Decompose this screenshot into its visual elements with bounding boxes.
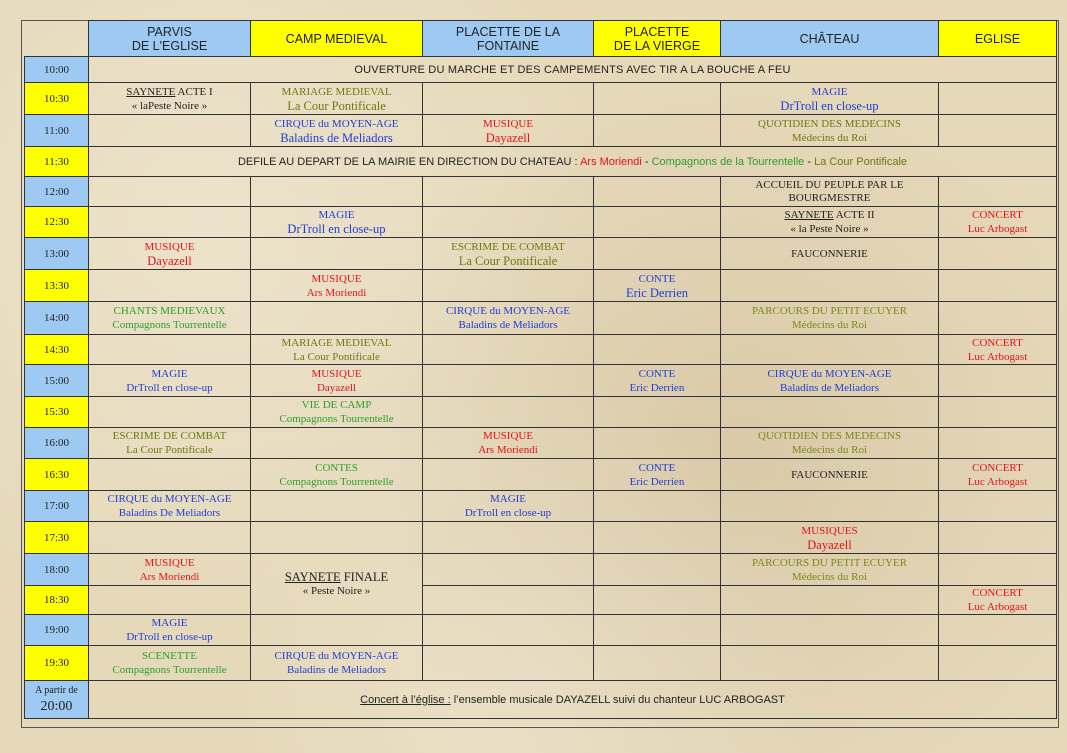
event-cell: MUSIQUE Dayazell bbox=[89, 238, 251, 270]
empty-cell bbox=[721, 397, 939, 428]
event-cell: MAGIE DrTroll en close-up bbox=[423, 491, 594, 522]
event-cell: CONCERT Luc Arbogast bbox=[939, 586, 1057, 615]
row-1400 bbox=[25, 302, 1057, 335]
empty-cell bbox=[594, 646, 721, 681]
empty-cell bbox=[423, 207, 594, 238]
empty-cell bbox=[939, 522, 1057, 554]
empty-cell bbox=[89, 270, 251, 302]
time-cell: 14:00 bbox=[25, 302, 89, 335]
empty-cell bbox=[939, 554, 1057, 586]
time-cell: 19:30 bbox=[25, 646, 89, 681]
empty-cell bbox=[423, 586, 594, 615]
event-cell: MARIAGE MEDIEVAL La Cour Pontificale bbox=[251, 83, 423, 115]
event-cell: CIRQUE du MOYEN-AGE Baladins De Meliadors bbox=[89, 491, 251, 522]
row-1030 bbox=[25, 83, 1057, 115]
row-1200 bbox=[25, 177, 1057, 207]
row-1100 bbox=[25, 115, 1057, 147]
empty-cell bbox=[594, 238, 721, 270]
empty-cell bbox=[939, 397, 1057, 428]
event-cell: MUSIQUE Ars Moriendi bbox=[89, 554, 251, 586]
event-cell: CIRQUE du MOYEN-AGE Baladins de Meliadors bbox=[721, 365, 939, 397]
empty-cell bbox=[939, 646, 1057, 681]
time-cell: 17:30 bbox=[25, 522, 89, 554]
empty-cell bbox=[594, 397, 721, 428]
event-cell: ACCUEIL DU PEUPLE PAR LE BOURGMESTRE bbox=[721, 177, 939, 207]
empty-cell bbox=[594, 335, 721, 365]
row-1130 bbox=[25, 147, 1057, 177]
event-cell: SCENETTE Compagnons Tourrentelle bbox=[89, 646, 251, 681]
event-cell: SAYNETE ACTE I « laPeste Noire » bbox=[89, 83, 251, 115]
row-1000 bbox=[25, 57, 1057, 83]
row-1700 bbox=[25, 491, 1057, 522]
schedule-table bbox=[24, 20, 1057, 719]
empty-cell bbox=[939, 615, 1057, 646]
event-cell: VIE DE CAMP Compagnons Tourrentelle bbox=[251, 397, 423, 428]
empty-cell bbox=[594, 115, 721, 147]
empty-cell bbox=[89, 177, 251, 207]
event-cell: MAGIE DrTroll en close-up bbox=[721, 83, 939, 115]
empty-cell bbox=[89, 335, 251, 365]
empty-cell bbox=[939, 428, 1057, 459]
empty-cell bbox=[939, 270, 1057, 302]
time-cell: 15:30 bbox=[25, 397, 89, 428]
empty-cell bbox=[251, 615, 423, 646]
empty-cell bbox=[939, 491, 1057, 522]
event-cell: CIRQUE du MOYEN-AGE Baladins de Meliadors bbox=[251, 115, 423, 147]
event-cell: PARCOURS DU PETIT ECUYER Médecins du Roi bbox=[721, 554, 939, 586]
time-cell: 10:30 bbox=[25, 83, 89, 115]
empty-cell bbox=[251, 302, 423, 335]
empty-cell bbox=[939, 115, 1057, 147]
empty-cell bbox=[423, 615, 594, 646]
empty-cell bbox=[594, 177, 721, 207]
time-cell: 13:00 bbox=[25, 238, 89, 270]
empty-cell bbox=[251, 522, 423, 554]
empty-cell bbox=[251, 428, 423, 459]
time-cell: 15:00 bbox=[25, 365, 89, 397]
event-cell: CHANTS MEDIEVAUX Compagnons Tourrentelle bbox=[89, 302, 251, 335]
event-cell: CONTE Eric Derrien bbox=[594, 270, 721, 302]
event-cell: MUSIQUE Ars Moriendi bbox=[423, 428, 594, 459]
event-cell: CONCERT Luc Arbogast bbox=[939, 207, 1057, 238]
empty-cell bbox=[594, 615, 721, 646]
event-cell: CIRQUE du MOYEN-AGE Baladins de Meliadors bbox=[251, 646, 423, 681]
row-1330 bbox=[25, 270, 1057, 302]
time-cell: A partir de 20:00 bbox=[25, 681, 89, 719]
empty-cell bbox=[423, 270, 594, 302]
empty-cell bbox=[721, 335, 939, 365]
row-1630 bbox=[25, 459, 1057, 491]
row-1730 bbox=[25, 522, 1057, 554]
empty-cell bbox=[594, 491, 721, 522]
empty-cell bbox=[89, 459, 251, 491]
time-cell: 12:00 bbox=[25, 177, 89, 207]
event-cell: FAUCONNERIE bbox=[721, 459, 939, 491]
row-2000 bbox=[25, 681, 1057, 719]
time-cell: 13:30 bbox=[25, 270, 89, 302]
empty-cell bbox=[423, 646, 594, 681]
event-cell: ESCRIME DE COMBAT La Cour Pontificale bbox=[89, 428, 251, 459]
event-cell: CONTES Compagnons Tourrentelle bbox=[251, 459, 423, 491]
row-1530 bbox=[25, 397, 1057, 428]
row-1300 bbox=[25, 238, 1057, 270]
empty-cell bbox=[594, 554, 721, 586]
event-cell: CONTE Eric Derrien bbox=[594, 459, 721, 491]
empty-cell bbox=[939, 365, 1057, 397]
event-cell: QUOTIDIEN DES MEDECINS Médecins du Roi bbox=[721, 115, 939, 147]
header-corner bbox=[25, 21, 89, 57]
empty-cell bbox=[721, 270, 939, 302]
empty-cell bbox=[939, 177, 1057, 207]
empty-cell bbox=[423, 177, 594, 207]
header-camp: CAMP MEDIEVAL bbox=[251, 21, 423, 57]
time-cell: 18:00 bbox=[25, 554, 89, 586]
time-cell: 11:00 bbox=[25, 115, 89, 147]
header-row bbox=[25, 21, 1057, 57]
empty-cell bbox=[594, 522, 721, 554]
empty-cell bbox=[939, 238, 1057, 270]
row-1900 bbox=[25, 615, 1057, 646]
event-cell: CONCERT Luc Arbogast bbox=[939, 459, 1057, 491]
event-cell: SAYNETE ACTE II « la Peste Noire » bbox=[721, 207, 939, 238]
event-cell: MAGIE DrTroll en close-up bbox=[251, 207, 423, 238]
event-cell: MAGIE DrTroll en close-up bbox=[89, 615, 251, 646]
row-1230 bbox=[25, 207, 1057, 238]
event-cell: CIRQUE du MOYEN-AGE Baladins de Meliadors bbox=[423, 302, 594, 335]
empty-cell bbox=[251, 491, 423, 522]
event-cell: PARCOURS DU PETIT ECUYER Médecins du Roi bbox=[721, 302, 939, 335]
empty-cell bbox=[423, 335, 594, 365]
event-cell: CONTE Eric Derrien bbox=[594, 365, 721, 397]
time-cell: 11:30 bbox=[25, 147, 89, 177]
row-1430 bbox=[25, 335, 1057, 365]
time-cell: 14:30 bbox=[25, 335, 89, 365]
event-cell: SAYNETE FINALE « Peste Noire » bbox=[251, 554, 423, 615]
empty-cell bbox=[939, 83, 1057, 115]
banner-parade: DEFILE AU DEPART DE LA MAIRIE EN DIRECTION DU CHATEAU : Ars Moriendi - Compagnons de la Tourrentelle - La Cour Pontificale bbox=[89, 147, 1057, 177]
empty-cell bbox=[89, 397, 251, 428]
empty-cell bbox=[89, 115, 251, 147]
empty-cell bbox=[423, 554, 594, 586]
header-eglise: EGLISE bbox=[939, 21, 1057, 57]
empty-cell bbox=[721, 491, 939, 522]
event-cell: CONCERT Luc Arbogast bbox=[939, 335, 1057, 365]
empty-cell bbox=[594, 207, 721, 238]
empty-cell bbox=[423, 83, 594, 115]
time-cell: 17:00 bbox=[25, 491, 89, 522]
row-1600 bbox=[25, 428, 1057, 459]
event-cell: MARIAGE MEDIEVAL La Cour Pontificale bbox=[251, 335, 423, 365]
header-fontaine: PLACETTE DE LA FONTAINE bbox=[423, 21, 594, 57]
event-cell: MUSIQUES Dayazell bbox=[721, 522, 939, 554]
empty-cell bbox=[423, 459, 594, 491]
empty-cell bbox=[594, 428, 721, 459]
banner-opening: OUVERTURE DU MARCHE ET DES CAMPEMENTS AVEC TIR A LA BOUCHE A FEU bbox=[89, 57, 1057, 83]
empty-cell bbox=[721, 615, 939, 646]
event-cell: MUSIQUE Dayazell bbox=[251, 365, 423, 397]
empty-cell bbox=[721, 646, 939, 681]
empty-cell bbox=[594, 586, 721, 615]
empty-cell bbox=[594, 83, 721, 115]
event-cell: MUSIQUE Ars Moriendi bbox=[251, 270, 423, 302]
header-parvis: PARVIS DE L'EGLISE bbox=[89, 21, 251, 57]
row-1930 bbox=[25, 646, 1057, 681]
event-cell: MUSIQUE Dayazell bbox=[423, 115, 594, 147]
empty-cell bbox=[89, 586, 251, 615]
event-cell: QUOTIDIEN DES MEDECINS Médecins du Roi bbox=[721, 428, 939, 459]
time-cell: 16:00 bbox=[25, 428, 89, 459]
empty-cell bbox=[89, 207, 251, 238]
time-cell: 12:30 bbox=[25, 207, 89, 238]
empty-cell bbox=[594, 302, 721, 335]
time-cell: 10:00 bbox=[25, 57, 89, 83]
row-1830 bbox=[25, 586, 1057, 615]
empty-cell bbox=[721, 586, 939, 615]
event-cell: FAUCONNERIE bbox=[721, 238, 939, 270]
header-chateau: CHÂTEAU bbox=[721, 21, 939, 57]
empty-cell bbox=[939, 302, 1057, 335]
empty-cell bbox=[423, 397, 594, 428]
row-1500 bbox=[25, 365, 1057, 397]
header-vierge: PLACETTE DE LA VIERGE bbox=[594, 21, 721, 57]
time-cell: 19:00 bbox=[25, 615, 89, 646]
time-cell: 16:30 bbox=[25, 459, 89, 491]
final-concert-banner: Concert à l’église : l’ensemble musicale DAYAZELL suivi du chanteur LUC ARBOGAST bbox=[89, 681, 1057, 719]
empty-cell bbox=[251, 177, 423, 207]
time-cell: 18:30 bbox=[25, 586, 89, 615]
empty-cell bbox=[423, 522, 594, 554]
empty-cell bbox=[251, 238, 423, 270]
event-cell: MAGIE DrTroll en close-up bbox=[89, 365, 251, 397]
row-1800 bbox=[25, 554, 1057, 586]
empty-cell bbox=[423, 365, 594, 397]
empty-cell bbox=[89, 522, 251, 554]
event-cell: ESCRIME DE COMBAT La Cour Pontificale bbox=[423, 238, 594, 270]
